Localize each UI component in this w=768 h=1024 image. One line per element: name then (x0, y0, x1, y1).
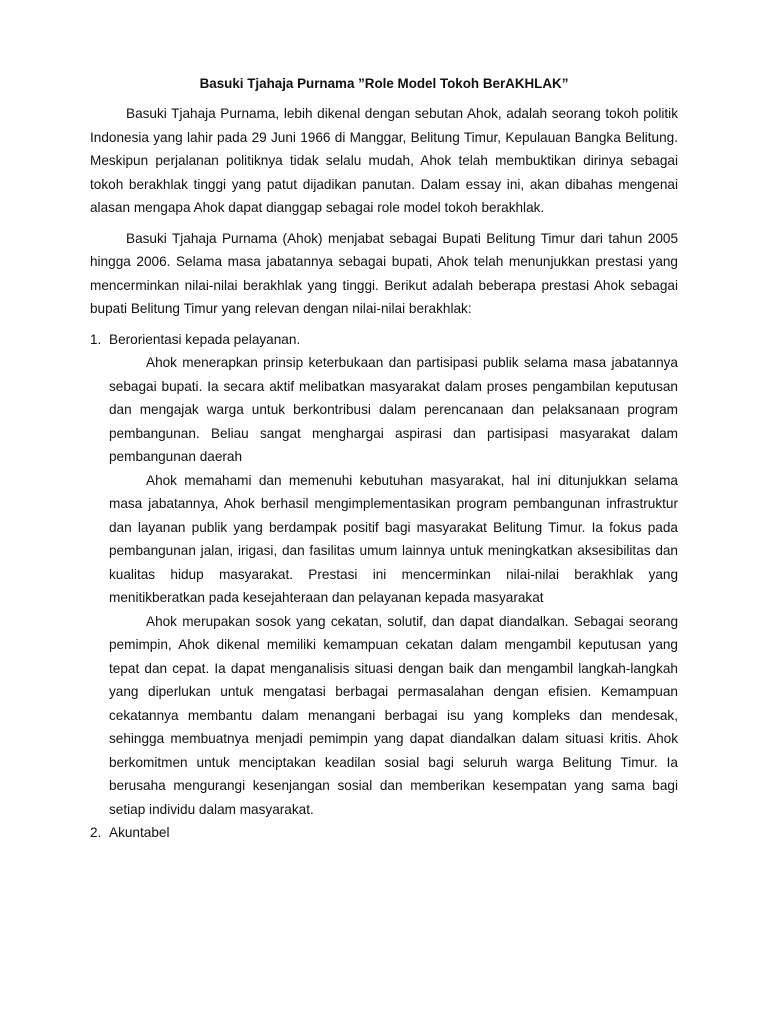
achievement-list (90, 328, 678, 845)
list-item-body (90, 351, 678, 821)
list-item (90, 821, 678, 845)
list-item-paragraph: Ahok merupakan sosok yang cekatan, solutif, dan dapat diandalkan. Sebagai seorang pemimpin, Ahok dikenal memiliki kemampuan cekatan dalam mengambil keputusan yang tepat dan cepat. Ia dapat menganalisis situasi dengan baik dan mengambil langkah-langkah yang diperlukan untuk mengatasi berbagai permasalahan dengan efisien. Kemampuan cekatannya membantu dalam menangani berbagai isu yang kompleks dan mendesak, sehingga membuatnya menjadi pemimpin yang dapat diandalkan dalam situasi kritis. Ahok berkomitmen untuk menciptakan keadilan sosial bagi seluruh warga Belitung Timur. Ia berusaha mengurangi kesenjangan sosial dan memberikan kesempatan yang sama bagi setiap individu dalam masyarakat. (109, 613, 678, 817)
intro-paragraph-1: Basuki Tjahaja Purnama, lebih dikenal dengan sebutan Ahok, adalah seorang tokoh politik Indonesia yang lahir pada 29 Juni 1966 di Manggar, Belitung Timur, Kepulauan Bangka Belitung. Meskipun perjalanan politiknya tidak selalu mudah, Ahok telah membuktikan dirinya sebagai tokoh berakhlak tinggi yang patut dijadikan panutan. Dalam essay ini, akan dibahas mengenai alasan mengapa Ahok dapat dianggap sebagai role model tokoh berakhlak. (90, 106, 678, 215)
list-item-paragraph: Ahok menerapkan prinsip keterbukaan dan partisipasi publik selama masa jabatannya sebagai bupati. Ia secara aktif melibatkan masyarakat dalam proses pengambilan keputusan dan mengajak warga untuk berkontribusi dalam perencanaan dan pelaksanaan program pembangunan. Beliau sangat menghargai aspirasi dan partisipasi masyarakat dalam pembangunan daerah (109, 355, 678, 464)
list-item-number: 2. (90, 825, 102, 840)
document-title: Basuki Tjahaja Purnama ”Role Model Tokoh BerAKHLAK” (199, 76, 569, 91)
intro-paragraph-2: Basuki Tjahaja Purnama (Ahok) menjabat sebagai Bupati Belitung Timur dari tahun 2005 hingga 2006. Selama masa jabatannya sebagai bupati, Ahok telah menunjukkan prestasi yang mencerminkan nilai-nilai berakhlak yang tinggi. Berikut adalah beberapa prestasi Ahok sebagai bupati Belitung Timur yang relevan dengan nilai-nilai berakhlak: (90, 230, 678, 316)
list-item-heading (90, 328, 678, 352)
list-item-heading (90, 821, 678, 845)
list-item (90, 328, 678, 822)
list-item-paragraph: Ahok memahami dan memenuhi kebutuhan masyarakat, hal ini ditunjukkan selama masa jabatannya, Ahok berhasil mengimplementasikan program pembangunan infrastruktur dan layanan publik yang berdampak positif bagi masyarakat Belitung Timur. Ia fokus pada pembangunan jalan, irigasi, dan fasilitas umum lainnya untuk meningkatkan aksesibilitas dan kualitas hidup masyarakat. Prestasi ini mencerminkan nilai-nilai berakhlak yang menitikberatkan pada kesejahteraan dan pelayanan kepada masyarakat (109, 472, 678, 605)
list-item-heading-text: Akuntabel (109, 825, 170, 840)
list-item-heading-text: Berorientasi kepada pelayanan. (109, 331, 301, 347)
list-item-number: 1. (90, 331, 102, 347)
